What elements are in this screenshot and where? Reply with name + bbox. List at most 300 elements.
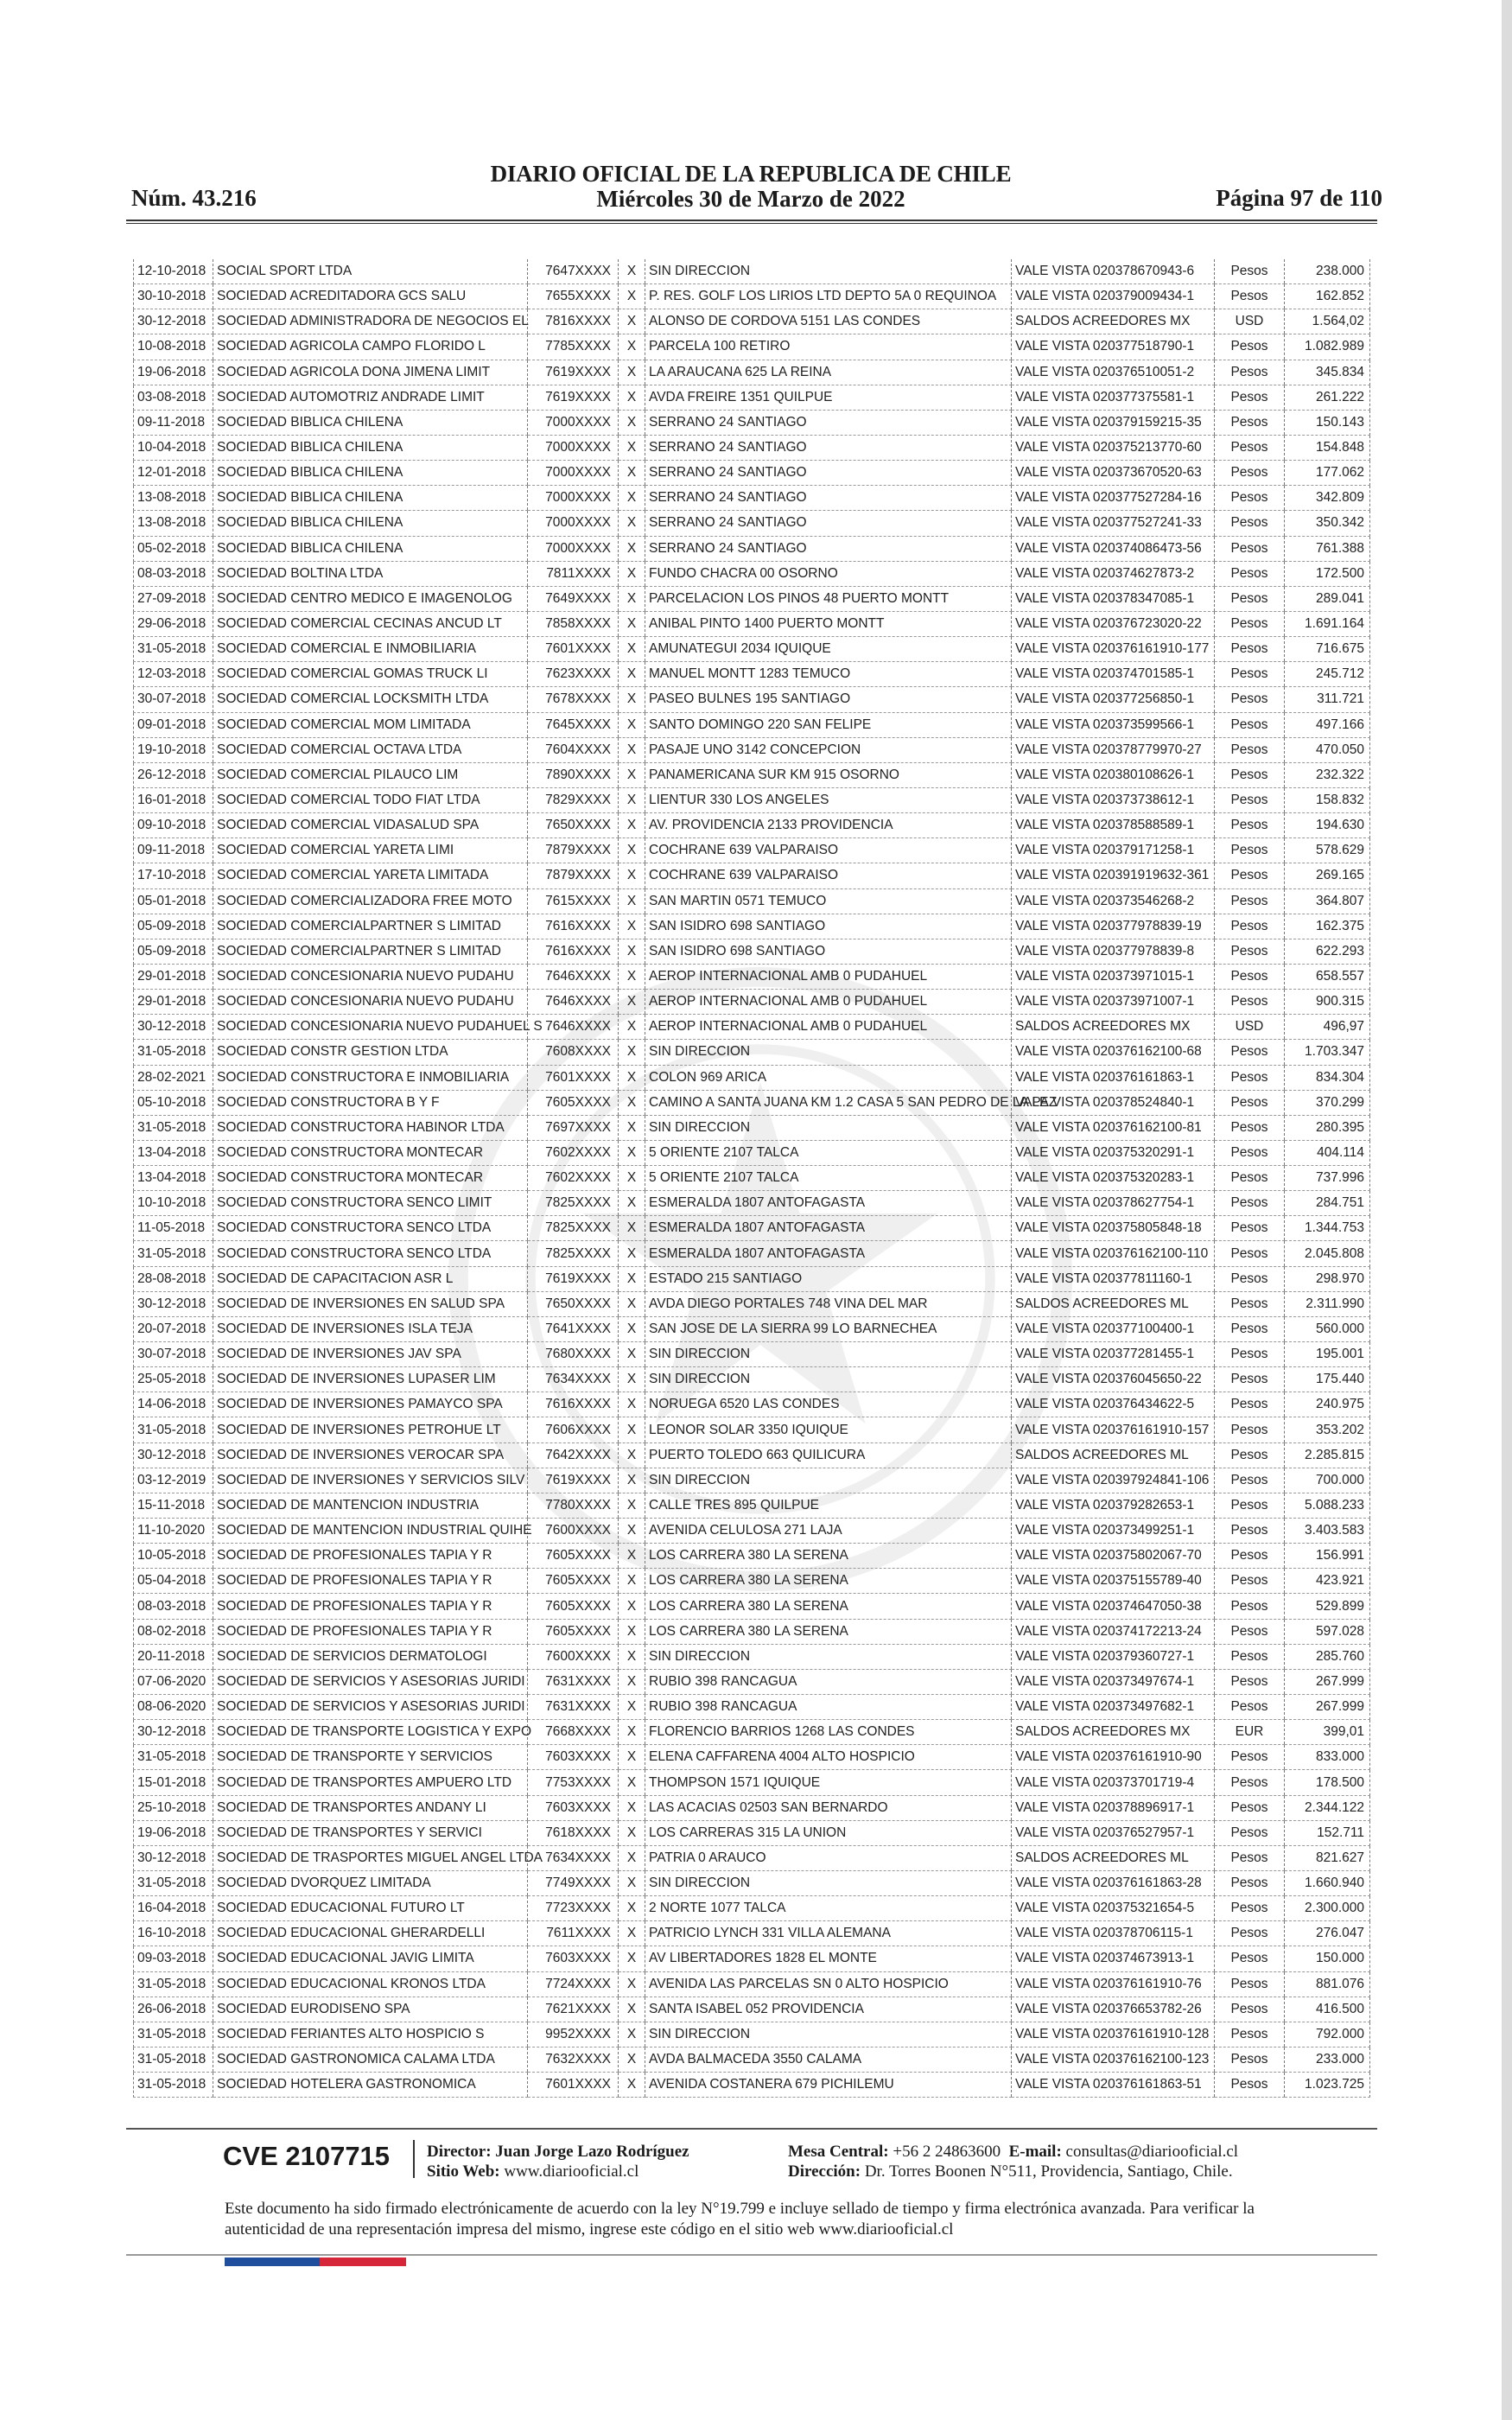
row-rut: 7780XXXX xyxy=(528,1493,619,1518)
row-date: 31-05-2018 xyxy=(134,2047,213,2072)
row-amount: 821.627 xyxy=(1285,1845,1370,1870)
table-row xyxy=(134,2047,1370,2072)
row-mark: X xyxy=(619,1946,645,1971)
row-name: SOCIEDAD DVORQUEZ LIMITADA xyxy=(213,1871,528,1896)
row-currency: Pesos xyxy=(1215,863,1285,888)
row-currency: Pesos xyxy=(1215,1140,1285,1165)
row-address: AVDA FREIRE 1351 QUILPUE xyxy=(645,385,1012,410)
row-currency: Pesos xyxy=(1215,1266,1285,1291)
row-rut: 7647XXXX xyxy=(528,259,619,284)
row-currency: Pesos xyxy=(1215,1519,1285,1544)
row-rut: 7724XXXX xyxy=(528,1971,619,1996)
row-mark: X xyxy=(619,1795,645,1820)
row-date: 08-03-2018 xyxy=(134,561,213,586)
row-document: VALE VISTA 020376161910-76 xyxy=(1012,1971,1215,1996)
row-mark: X xyxy=(619,334,645,360)
row-rut: 7632XXXX xyxy=(528,2047,619,2072)
row-rut: 7811XXXX xyxy=(528,561,619,586)
row-currency: Pesos xyxy=(1215,1921,1285,1946)
table-row xyxy=(134,914,1370,939)
row-amount: 285.760 xyxy=(1285,1644,1370,1669)
row-address: SAN ISIDRO 698 SANTIAGO xyxy=(645,914,1012,939)
row-amount: 240.975 xyxy=(1285,1392,1370,1417)
row-name: SOCIEDAD COMERCIAL PILAUCO LIM xyxy=(213,762,528,787)
row-mark: X xyxy=(619,1720,645,1745)
row-address: SANTA ISABEL 052 PROVIDENCIA xyxy=(645,1996,1012,2022)
row-currency: Pesos xyxy=(1215,1367,1285,1392)
row-amount: 622.293 xyxy=(1285,939,1370,964)
row-date: 26-12-2018 xyxy=(134,762,213,787)
table-row xyxy=(134,1367,1370,1392)
row-mark: X xyxy=(619,637,645,662)
row-address: LA ARAUCANA 625 LA REINA xyxy=(645,360,1012,385)
row-address: PANAMERICANA SUR KM 915 OSORNO xyxy=(645,762,1012,787)
row-date: 30-12-2018 xyxy=(134,1720,213,1745)
row-rut: 7605XXXX xyxy=(528,1594,619,1619)
row-document: VALE VISTA 020374647050-38 xyxy=(1012,1594,1215,1619)
row-mark: X xyxy=(619,611,645,636)
table-row xyxy=(134,284,1370,309)
row-address: SERRANO 24 SANTIAGO xyxy=(645,435,1012,460)
row-mark: X xyxy=(619,1291,645,1316)
row-amount: 881.076 xyxy=(1285,1971,1370,1996)
row-rut: 7616XXXX xyxy=(528,1392,619,1417)
row-currency: Pesos xyxy=(1215,687,1285,712)
row-date: 30-12-2018 xyxy=(134,309,213,334)
row-rut: 9952XXXX xyxy=(528,2022,619,2047)
row-name: SOCIEDAD DE PROFESIONALES TAPIA Y R xyxy=(213,1594,528,1619)
row-amount: 280.395 xyxy=(1285,1115,1370,1140)
row-document: VALE VISTA 020377978839-8 xyxy=(1012,939,1215,964)
row-address: CAMINO A SANTA JUANA KM 1.2 CASA 5 SAN PEDRO DE LA PAZ xyxy=(645,1090,1012,1115)
row-name: SOCIEDAD COMERCIAL VIDASALUD SPA xyxy=(213,813,528,838)
row-date: 03-08-2018 xyxy=(134,385,213,410)
row-date: 31-05-2018 xyxy=(134,1115,213,1140)
table-row xyxy=(134,1342,1370,1367)
table-row xyxy=(134,1417,1370,1442)
row-date: 27-09-2018 xyxy=(134,586,213,611)
row-currency: Pesos xyxy=(1215,561,1285,586)
row-currency: Pesos xyxy=(1215,762,1285,787)
row-name: SOCIEDAD DE INVERSIONES JAV SPA xyxy=(213,1342,528,1367)
row-name: SOCIEDAD GASTRONOMICA CALAMA LTDA xyxy=(213,2047,528,2072)
row-name: SOCIEDAD COMERCIAL LOCKSMITH LTDA xyxy=(213,687,528,712)
signature-notice: Este documento ha sido firmado electrónicamente de acuerdo con la ley N°19.799 e incluye sellado de tiempo y firma electrónica avanzada. Para verificar la autenticidad de una representación impresa del mismo, ingrese este código en el sitio web www.diariooficial.cl xyxy=(225,2200,1255,2238)
row-document: VALE VISTA 020375320283-1 xyxy=(1012,1166,1215,1191)
row-address: ESTADO 215 SANTIAGO xyxy=(645,1266,1012,1291)
row-address: ESMERALDA 1807 ANTOFAGASTA xyxy=(645,1191,1012,1216)
row-name: SOCIEDAD CONSTRUCTORA E INMOBILIARIA xyxy=(213,1065,528,1090)
table-row xyxy=(134,1720,1370,1745)
table-row xyxy=(134,259,1370,284)
table-row xyxy=(134,1015,1370,1040)
row-rut: 7668XXXX xyxy=(528,1720,619,1745)
row-document: VALE VISTA 020377811160-1 xyxy=(1012,1266,1215,1291)
row-name: SOCIEDAD COMERCIALIZADORA FREE MOTO xyxy=(213,888,528,914)
table-row xyxy=(134,1519,1370,1544)
row-document: SALDOS ACREEDORES ML xyxy=(1012,1442,1215,1468)
row-mark: X xyxy=(619,486,645,511)
row-amount: 597.028 xyxy=(1285,1619,1370,1644)
row-amount: 2.311.990 xyxy=(1285,1291,1370,1316)
row-address: AEROP INTERNACIONAL AMB 0 PUDAHUEL xyxy=(645,964,1012,989)
row-mark: X xyxy=(619,914,645,939)
row-mark: X xyxy=(619,1695,645,1720)
row-rut: 7678XXXX xyxy=(528,687,619,712)
table-row xyxy=(134,1569,1370,1594)
row-name: SOCIEDAD DE TRASPORTES MIGUEL ANGEL LTDA xyxy=(213,1845,528,1870)
row-rut: 7646XXXX xyxy=(528,964,619,989)
row-rut: 7825XXXX xyxy=(528,1216,619,1241)
email-link[interactable]: consultas@diariooficial.cl xyxy=(1065,2143,1239,2161)
row-name: SOCIEDAD CONSTRUCTORA SENCO LTDA xyxy=(213,1216,528,1241)
row-currency: Pesos xyxy=(1215,611,1285,636)
row-document: VALE VISTA 020376045650-22 xyxy=(1012,1367,1215,1392)
row-rut: 7619XXXX xyxy=(528,1468,619,1493)
table-row xyxy=(134,687,1370,712)
row-amount: 150.000 xyxy=(1285,1946,1370,1971)
row-date: 14-06-2018 xyxy=(134,1392,213,1417)
row-date: 10-04-2018 xyxy=(134,435,213,460)
row-address: SIN DIRECCION xyxy=(645,2022,1012,2047)
cve-code: CVE 2107715 xyxy=(223,2141,391,2171)
row-document: VALE VISTA 020376723020-22 xyxy=(1012,611,1215,636)
row-mark: X xyxy=(619,1569,645,1594)
footer-divider xyxy=(413,2140,415,2178)
row-document: VALE VISTA 020376510051-2 xyxy=(1012,360,1215,385)
row-mark: X xyxy=(619,536,645,561)
row-currency: Pesos xyxy=(1215,914,1285,939)
table-row xyxy=(134,1946,1370,1971)
row-rut: 7602XXXX xyxy=(528,1166,619,1191)
row-document: VALE VISTA 020379171258-1 xyxy=(1012,838,1215,863)
row-currency: Pesos xyxy=(1215,1896,1285,1921)
row-document: VALE VISTA 020377527284-16 xyxy=(1012,486,1215,511)
row-address: AVDA BALMACEDA 3550 CALAMA xyxy=(645,2047,1012,2072)
row-amount: 172.500 xyxy=(1285,561,1370,586)
row-document: VALE VISTA 020391919632-361 xyxy=(1012,863,1215,888)
row-address: 5 ORIENTE 2107 TALCA xyxy=(645,1166,1012,1191)
row-name: SOCIEDAD CONSTRUCTORA B Y F xyxy=(213,1090,528,1115)
row-document: VALE VISTA 020379282653-1 xyxy=(1012,1493,1215,1518)
row-amount: 1.564,02 xyxy=(1285,309,1370,334)
row-currency: Pesos xyxy=(1215,662,1285,687)
row-date: 09-03-2018 xyxy=(134,1946,213,1971)
row-currency: Pesos xyxy=(1215,2022,1285,2047)
row-date: 28-02-2021 xyxy=(134,1065,213,1090)
row-name: SOCIEDAD EDUCACIONAL JAVIG LIMITA xyxy=(213,1946,528,1971)
row-mark: X xyxy=(619,1115,645,1140)
row-name: SOCIEDAD CONCESIONARIA NUEVO PUDAHUEL S xyxy=(213,1015,528,1040)
row-rut: 7646XXXX xyxy=(528,990,619,1015)
row-amount: 1.023.725 xyxy=(1285,2073,1370,2098)
row-amount: 150.143 xyxy=(1285,410,1370,435)
row-address: LOS CARRERA 380 LA SERENA xyxy=(645,1569,1012,1594)
table-row xyxy=(134,1493,1370,1518)
row-date: 31-05-2018 xyxy=(134,1971,213,1996)
row-name: SOCIEDAD COMERCIAL YARETA LIMITADA xyxy=(213,863,528,888)
table-row xyxy=(134,435,1370,460)
row-currency: Pesos xyxy=(1215,486,1285,511)
table-row xyxy=(134,863,1370,888)
contact-block xyxy=(788,2142,1238,2181)
row-date: 13-04-2018 xyxy=(134,1140,213,1165)
row-date: 25-10-2018 xyxy=(134,1795,213,1820)
table-row xyxy=(134,1166,1370,1191)
row-currency: Pesos xyxy=(1215,1619,1285,1644)
row-mark: X xyxy=(619,990,645,1015)
row-currency: Pesos xyxy=(1215,1594,1285,1619)
table-row xyxy=(134,1090,1370,1115)
row-rut: 7631XXXX xyxy=(528,1669,619,1694)
table-row xyxy=(134,611,1370,636)
row-currency: Pesos xyxy=(1215,2073,1285,2098)
row-amount: 350.342 xyxy=(1285,511,1370,536)
row-document: VALE VISTA 020377978839-19 xyxy=(1012,914,1215,939)
row-name: SOCIEDAD CENTRO MEDICO E IMAGENOLOG xyxy=(213,586,528,611)
row-currency: Pesos xyxy=(1215,334,1285,360)
row-address: LOS CARRERA 380 LA SERENA xyxy=(645,1594,1012,1619)
row-rut: 7000XXXX xyxy=(528,410,619,435)
table-row xyxy=(134,511,1370,536)
row-date: 12-01-2018 xyxy=(134,461,213,486)
row-rut: 7618XXXX xyxy=(528,1820,619,1845)
row-amount: 2.300.000 xyxy=(1285,1896,1370,1921)
row-address: AVDA DIEGO PORTALES 748 VINA DEL MAR xyxy=(645,1291,1012,1316)
flag-blue-band xyxy=(225,2258,320,2266)
row-address: SAN MARTIN 0571 TEMUCO xyxy=(645,888,1012,914)
row-document: VALE VISTA 020397924841-106 xyxy=(1012,1468,1215,1493)
table-row xyxy=(134,1594,1370,1619)
row-amount: 529.899 xyxy=(1285,1594,1370,1619)
row-rut: 7890XXXX xyxy=(528,762,619,787)
row-document: VALE VISTA 020373670520-63 xyxy=(1012,461,1215,486)
row-amount: 238.000 xyxy=(1285,259,1370,284)
row-currency: Pesos xyxy=(1215,536,1285,561)
row-document: VALE VISTA 020373599566-1 xyxy=(1012,712,1215,737)
row-name: SOCIEDAD DE INVERSIONES Y SERVICIOS SILV xyxy=(213,1468,528,1493)
row-address: AVENIDA COSTANERA 679 PICHILEMU xyxy=(645,2073,1012,2098)
row-rut: 7641XXXX xyxy=(528,1316,619,1341)
row-currency: Pesos xyxy=(1215,939,1285,964)
row-document: VALE VISTA 020376161863-1 xyxy=(1012,1065,1215,1090)
row-currency: Pesos xyxy=(1215,1291,1285,1316)
row-amount: 289.041 xyxy=(1285,586,1370,611)
row-name: SOCIEDAD DE INVERSIONES PETROHUE LT xyxy=(213,1417,528,1442)
row-rut: 7619XXXX xyxy=(528,360,619,385)
row-rut: 7829XXXX xyxy=(528,787,619,812)
row-currency: Pesos xyxy=(1215,385,1285,410)
row-currency: Pesos xyxy=(1215,1770,1285,1795)
row-mark: X xyxy=(619,2073,645,2098)
row-currency: Pesos xyxy=(1215,1820,1285,1845)
table-row xyxy=(134,410,1370,435)
row-date: 05-02-2018 xyxy=(134,536,213,561)
row-currency: Pesos xyxy=(1215,1946,1285,1971)
row-name: SOCIEDAD DE INVERSIONES PAMAYCO SPA xyxy=(213,1392,528,1417)
row-amount: 175.440 xyxy=(1285,1367,1370,1392)
row-address: PASEO BULNES 195 SANTIAGO xyxy=(645,687,1012,712)
row-address: MANUEL MONTT 1283 TEMUCO xyxy=(645,662,1012,687)
row-rut: 7680XXXX xyxy=(528,1342,619,1367)
table-row xyxy=(134,385,1370,410)
row-rut: 7000XXXX xyxy=(528,536,619,561)
row-mark: X xyxy=(619,787,645,812)
row-rut: 7697XXXX xyxy=(528,1115,619,1140)
row-name: SOCIEDAD HOTELERA GASTRONOMICA xyxy=(213,2073,528,2098)
table-row xyxy=(134,309,1370,334)
header-rule xyxy=(126,220,1377,221)
row-address: SIN DIRECCION xyxy=(645,1367,1012,1392)
row-date: 30-12-2018 xyxy=(134,1291,213,1316)
row-document: VALE VISTA 020376161910-128 xyxy=(1012,2022,1215,2047)
table-row xyxy=(134,712,1370,737)
row-date: 30-07-2018 xyxy=(134,687,213,712)
table-row xyxy=(134,1544,1370,1569)
mesa-label: Mesa Central: xyxy=(788,2143,889,2161)
row-currency: Pesos xyxy=(1215,360,1285,385)
row-mark: X xyxy=(619,1745,645,1770)
row-currency: Pesos xyxy=(1215,1090,1285,1115)
table-row xyxy=(134,1845,1370,1870)
row-date: 19-10-2018 xyxy=(134,737,213,762)
row-date: 29-01-2018 xyxy=(134,964,213,989)
row-rut: 7605XXXX xyxy=(528,1090,619,1115)
row-date: 31-05-2018 xyxy=(134,1241,213,1266)
row-mark: X xyxy=(619,1820,645,1845)
row-address: AVENIDA CELULOSA 271 LAJA xyxy=(645,1519,1012,1544)
row-name: SOCIEDAD EDUCACIONAL GHERARDELLI xyxy=(213,1921,528,1946)
row-currency: Pesos xyxy=(1215,1644,1285,1669)
table-row xyxy=(134,1669,1370,1694)
row-currency: Pesos xyxy=(1215,964,1285,989)
table-row xyxy=(134,1871,1370,1896)
row-mark: X xyxy=(619,1619,645,1644)
row-name: SOCIEDAD AUTOMOTRIZ ANDRADE LIMIT xyxy=(213,385,528,410)
row-mark: X xyxy=(619,1896,645,1921)
row-name: SOCIEDAD COMERCIAL CECINAS ANCUD LT xyxy=(213,611,528,636)
table-row xyxy=(134,586,1370,611)
row-mark: X xyxy=(619,1166,645,1191)
row-rut: 7642XXXX xyxy=(528,1442,619,1468)
row-document: VALE VISTA 020375213770-60 xyxy=(1012,435,1215,460)
row-currency: Pesos xyxy=(1215,1845,1285,1870)
row-mark: X xyxy=(619,1971,645,1996)
row-date: 10-10-2018 xyxy=(134,1191,213,1216)
signature-rule xyxy=(126,2254,1377,2256)
row-mark: X xyxy=(619,762,645,787)
row-amount: 177.062 xyxy=(1285,461,1370,486)
row-amount: 416.500 xyxy=(1285,1996,1370,2022)
row-currency: Pesos xyxy=(1215,259,1285,284)
row-date: 31-05-2018 xyxy=(134,1040,213,1065)
row-amount: 578.629 xyxy=(1285,838,1370,863)
row-date: 16-01-2018 xyxy=(134,787,213,812)
row-date: 31-05-2018 xyxy=(134,1871,213,1896)
row-rut: 7631XXXX xyxy=(528,1695,619,1720)
row-amount: 158.832 xyxy=(1285,787,1370,812)
row-amount: 154.848 xyxy=(1285,435,1370,460)
newspaper-title: DIARIO OFICIAL DE LA REPUBLICA DE CHILE xyxy=(490,161,1012,187)
row-amount: 311.721 xyxy=(1285,687,1370,712)
row-amount: 560.000 xyxy=(1285,1316,1370,1341)
row-rut: 7619XXXX xyxy=(528,1266,619,1291)
row-currency: Pesos xyxy=(1215,1065,1285,1090)
row-date: 09-01-2018 xyxy=(134,712,213,737)
row-date: 30-12-2018 xyxy=(134,1015,213,1040)
row-document: VALE VISTA 020373499251-1 xyxy=(1012,1519,1215,1544)
table-row xyxy=(134,762,1370,787)
row-address: SERRANO 24 SANTIAGO xyxy=(645,461,1012,486)
site-link[interactable]: www.diariooficial.cl xyxy=(504,2162,639,2181)
row-address: LEONOR SOLAR 3350 IQUIQUE xyxy=(645,1417,1012,1442)
row-address: SANTO DOMINGO 220 SAN FELIPE xyxy=(645,712,1012,737)
row-amount: 833.000 xyxy=(1285,1745,1370,1770)
row-rut: 7879XXXX xyxy=(528,838,619,863)
row-address: AVENIDA LAS PARCELAS SN 0 ALTO HOSPICIO xyxy=(645,1971,1012,1996)
row-document: VALE VISTA 020376161910-90 xyxy=(1012,1745,1215,1770)
row-address: SERRANO 24 SANTIAGO xyxy=(645,486,1012,511)
row-amount: 1.691.164 xyxy=(1285,611,1370,636)
row-document: VALE VISTA 020377256850-1 xyxy=(1012,687,1215,712)
row-name: SOCIEDAD CONSTRUCTORA MONTECAR xyxy=(213,1140,528,1165)
row-name: SOCIEDAD CONCESIONARIA NUEVO PUDAHU xyxy=(213,990,528,1015)
row-date: 05-09-2018 xyxy=(134,939,213,964)
row-name: SOCIEDAD CONCESIONARIA NUEVO PUDAHU xyxy=(213,964,528,989)
row-name: SOCIEDAD COMERCIAL MOM LIMITADA xyxy=(213,712,528,737)
row-address: PUERTO TOLEDO 663 QUILICURA xyxy=(645,1442,1012,1468)
table-row xyxy=(134,2022,1370,2047)
row-mark: X xyxy=(619,1996,645,2022)
issue-number: Núm. 43.216 xyxy=(131,185,257,211)
row-date: 08-06-2020 xyxy=(134,1695,213,1720)
row-amount: 423.921 xyxy=(1285,1569,1370,1594)
row-date: 09-11-2018 xyxy=(134,838,213,863)
row-amount: 194.630 xyxy=(1285,813,1370,838)
row-address: SAN ISIDRO 698 SANTIAGO xyxy=(645,939,1012,964)
table-row xyxy=(134,1996,1370,2022)
row-rut: 7000XXXX xyxy=(528,511,619,536)
row-name: SOCIEDAD COMERCIAL OCTAVA LTDA xyxy=(213,737,528,762)
table-row xyxy=(134,1216,1370,1241)
row-rut: 7616XXXX xyxy=(528,914,619,939)
row-name: SOCIEDAD BIBLICA CHILENA xyxy=(213,486,528,511)
table-row xyxy=(134,1971,1370,1996)
row-amount: 233.000 xyxy=(1285,2047,1370,2072)
row-mark: X xyxy=(619,1442,645,1468)
row-document: VALE VISTA 020376161863-51 xyxy=(1012,2073,1215,2098)
row-name: SOCIEDAD DE TRANSPORTES ANDANY LI xyxy=(213,1795,528,1820)
row-date: 15-11-2018 xyxy=(134,1493,213,1518)
row-name: SOCIEDAD AGRICOLA DONA JIMENA LIMIT xyxy=(213,360,528,385)
row-address: AEROP INTERNACIONAL AMB 0 PUDAHUEL xyxy=(645,1015,1012,1040)
table-row xyxy=(134,1619,1370,1644)
row-date: 13-08-2018 xyxy=(134,486,213,511)
row-amount: 658.557 xyxy=(1285,964,1370,989)
row-document: VALE VISTA 020374172213-24 xyxy=(1012,1619,1215,1644)
row-mark: X xyxy=(619,259,645,284)
row-rut: 7601XXXX xyxy=(528,2073,619,2098)
row-date: 03-12-2019 xyxy=(134,1468,213,1493)
row-currency: Pesos xyxy=(1215,1795,1285,1820)
row-document: VALE VISTA 020375802067-70 xyxy=(1012,1544,1215,1569)
row-address: COCHRANE 639 VALPARAISO xyxy=(645,838,1012,863)
director-block xyxy=(427,2142,689,2181)
row-date: 25-05-2018 xyxy=(134,1367,213,1392)
row-address: THOMPSON 1571 IQUIQUE xyxy=(645,1770,1012,1795)
row-currency: Pesos xyxy=(1215,1669,1285,1694)
row-mark: X xyxy=(619,1921,645,1946)
